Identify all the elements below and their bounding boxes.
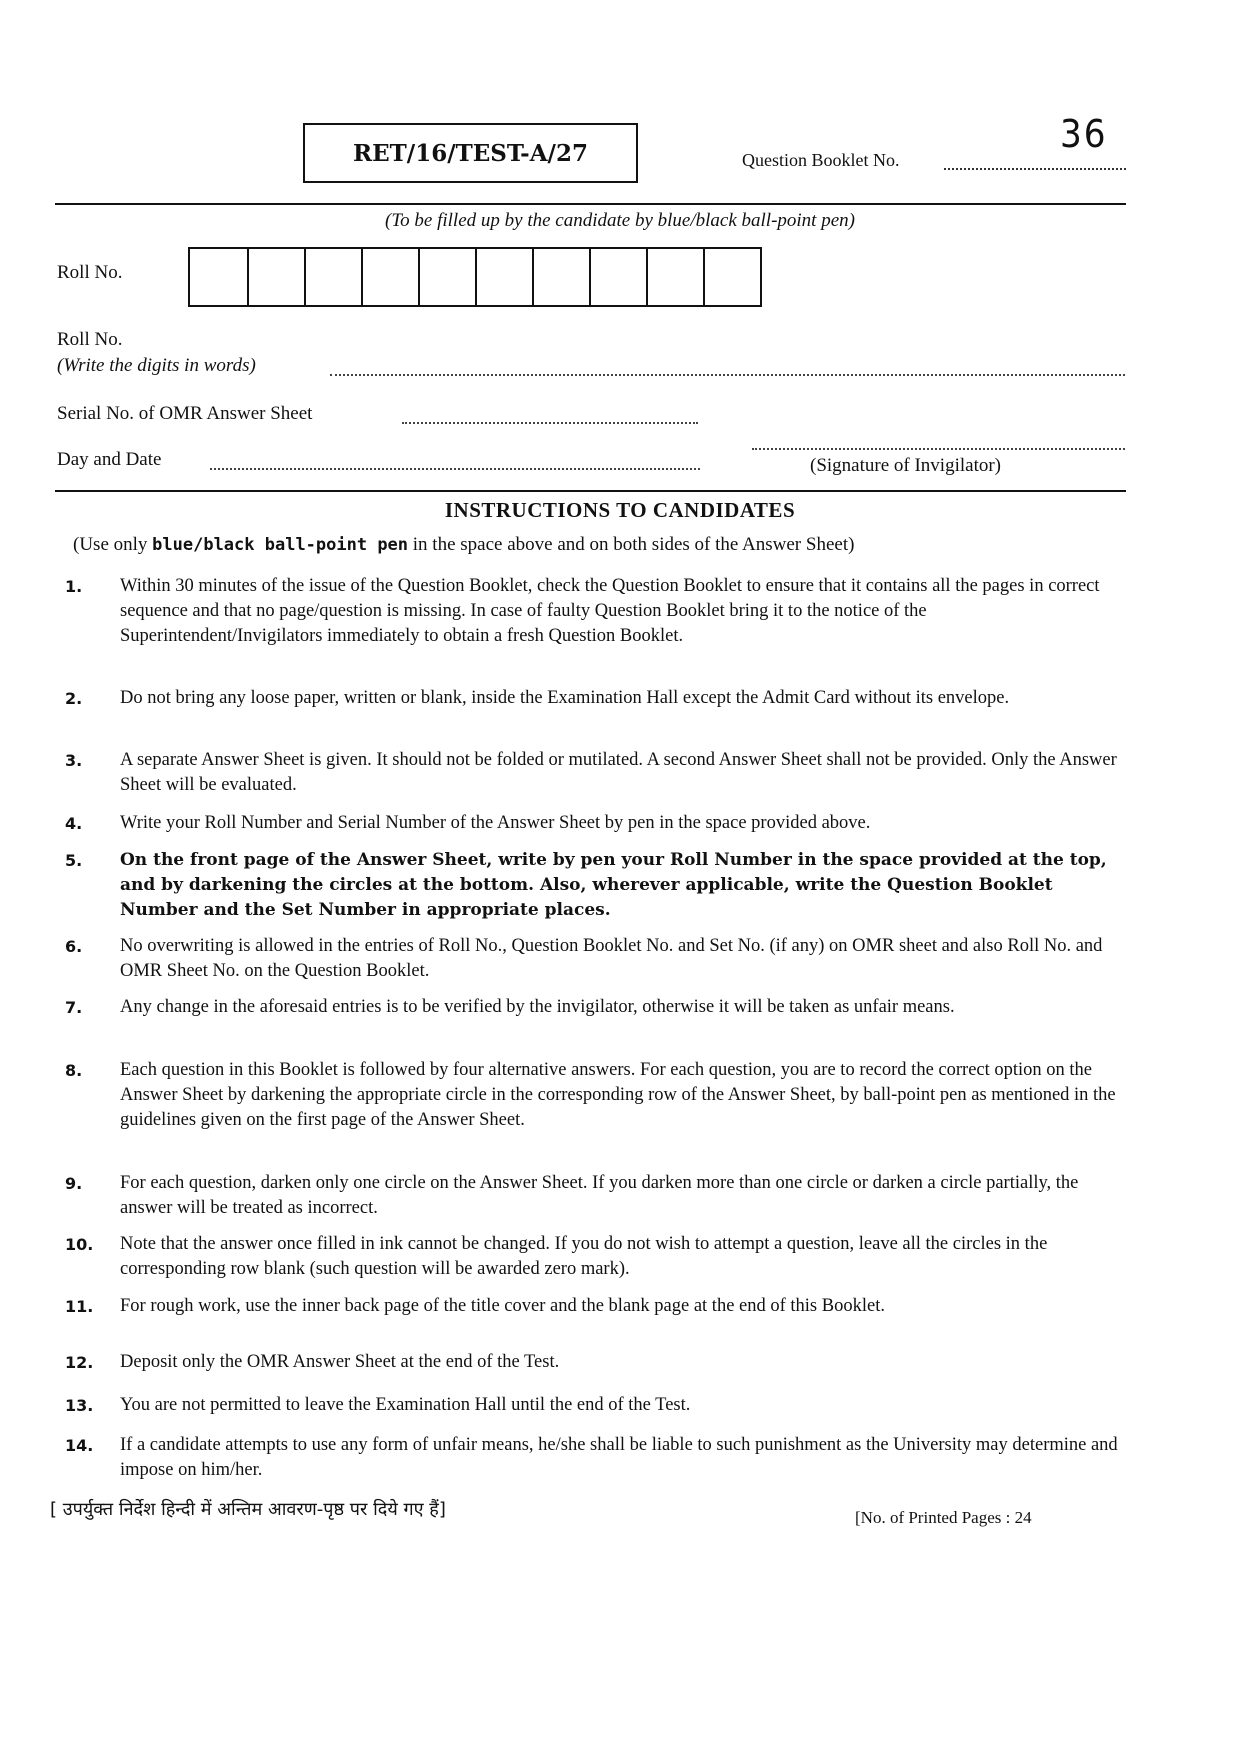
instruction-item — [55, 748, 1130, 798]
test-code: RET/16/TEST-A/27 — [353, 139, 588, 167]
instruction-text: If a candidate attempts to use any form of unfair means, he/she shall be liable to such punishment as the University may determine and impose on him/her. — [120, 1435, 1118, 1480]
instruction-number: 9. — [65, 1174, 83, 1193]
roll-digit-box[interactable] — [418, 249, 475, 305]
pen-usage-note — [73, 534, 854, 556]
day-date-field[interactable] — [210, 452, 700, 470]
instruction-number: 11. — [65, 1297, 94, 1316]
instruction-item — [55, 1294, 1130, 1319]
instruction-text: Each question in this Booklet is followed by four alternative answers. For each question, you are to record the correct option on the Answer Sheet by darkening the appropriate circle in the corresponding row of the Answer Sheet, by ball-point pen as mentioned in the guidelines given on the first page of the Answer Sheet. — [120, 1060, 1116, 1130]
roll-digit-box[interactable] — [304, 249, 361, 305]
instruction-text: Within 30 minutes of the issue of the Question Booklet, check the Question Booklet to ensure that it contains all the pages in correct sequence and that no page/question is missing. In case of faulty Question Booklet bring it to the notice of the Superintendent/Invigilators immediately to obtain a fresh Question Booklet. — [120, 576, 1100, 646]
roll-words-field[interactable] — [330, 358, 1125, 376]
roll-digit-box[interactable] — [532, 249, 589, 305]
instruction-item — [55, 1350, 1130, 1375]
instruction-item — [55, 995, 1130, 1020]
roll-words-hint: (Write the digits in words) — [57, 355, 256, 376]
instruction-number: 14. — [65, 1436, 94, 1455]
instruction-item — [55, 1171, 1130, 1221]
test-code-box — [303, 123, 638, 183]
instruction-item — [55, 811, 1130, 836]
instruction-number: 5. — [65, 851, 83, 870]
booklet-number-value: 36 — [1060, 112, 1108, 156]
instruction-number: 3. — [65, 751, 83, 770]
roll-digit-box[interactable] — [646, 249, 703, 305]
instruction-text: Write your Roll Number and Serial Number of the Answer Sheet by pen in the space provided above. — [120, 813, 871, 833]
roll-digit-box[interactable] — [475, 249, 532, 305]
top-divider — [55, 203, 1126, 205]
instruction-item — [55, 848, 1130, 923]
pen-usage-prefix: (Use only — [73, 534, 153, 555]
roll-digit-box[interactable] — [703, 249, 760, 305]
instruction-number: 4. — [65, 814, 83, 833]
instruction-text: A separate Answer Sheet is given. It should not be folded or mutilated. A second Answer Sheet shall not be provided. Only the Answer Sheet will be evaluated. — [120, 750, 1117, 795]
signature-field[interactable] — [752, 432, 1125, 450]
roll-words-label: Roll No. — [57, 329, 123, 350]
instruction-number: 8. — [65, 1061, 83, 1080]
roll-digit-box[interactable] — [190, 249, 247, 305]
fill-note: (To be filled up by the candidate by blue/black ball-point pen) — [385, 210, 855, 231]
instruction-text: On the front page of the Answer Sheet, write by pen your Roll Number in the space provided at the top, and by darkening the circles at the bottom. Also, wherever applicable, write the Question Booklet Number and the Set Number in appropriate places. — [120, 850, 1107, 920]
instruction-number: 2. — [65, 689, 83, 708]
pen-usage-bold: blue/black ball-point pen — [152, 535, 409, 555]
roll-digit-box[interactable] — [247, 249, 304, 305]
instruction-item — [55, 1058, 1130, 1133]
omr-serial-label: Serial No. of OMR Answer Sheet — [57, 403, 313, 424]
instruction-text: No overwriting is allowed in the entries of Roll No., Question Booklet No. and Set No. (if any) on OMR sheet and also Roll No. and OMR Sheet No. on the Question Booklet. — [120, 936, 1103, 981]
instruction-number: 7. — [65, 998, 83, 1017]
instruction-number: 13. — [65, 1396, 94, 1415]
roll-no-label: Roll No. — [57, 262, 123, 283]
omr-serial-field[interactable] — [402, 406, 698, 424]
instruction-text: For rough work, use the inner back page of the title cover and the blank page at the end of this Booklet. — [120, 1296, 885, 1316]
instruction-item — [55, 686, 1130, 711]
instruction-number: 12. — [65, 1353, 94, 1372]
instruction-item — [55, 1433, 1130, 1483]
hindi-note: [ उपर्युक्त निर्देश हिन्दी में अन्तिम आवरण-पृष्ठ पर दिये गए हैं] — [50, 1499, 446, 1520]
instruction-number: 6. — [65, 937, 83, 956]
signature-label: (Signature of Invigilator) — [810, 455, 1002, 476]
printed-pages-count: [No. of Printed Pages : 24 — [855, 1508, 1032, 1527]
instruction-item — [55, 934, 1130, 984]
roll-no-boxes[interactable] — [188, 247, 762, 307]
day-date-label: Day and Date — [57, 449, 162, 470]
roll-digit-box[interactable] — [589, 249, 646, 305]
instruction-number: 10. — [65, 1235, 94, 1254]
pen-usage-suffix: in the space above and on both sides of the Answer Sheet) — [408, 534, 855, 555]
roll-digit-box[interactable] — [361, 249, 418, 305]
instruction-number: 1. — [65, 577, 83, 596]
instruction-text: Deposit only the OMR Answer Sheet at the end of the Test. — [120, 1352, 560, 1372]
instruction-text: Do not bring any loose paper, written or blank, inside the Examination Hall except the Admit Card without its envelope. — [120, 688, 1010, 708]
instruction-text: Note that the answer once filled in ink cannot be changed. If you do not wish to attempt a question, leave all the circles in the corresponding row blank (such question will be awarded zero mark). — [120, 1234, 1048, 1279]
instruction-text: Any change in the aforesaid entries is to be verified by the invigilator, otherwise it will be taken as unfair means. — [120, 997, 955, 1017]
instruction-item — [55, 1393, 1130, 1418]
instructions-title: INSTRUCTIONS TO CANDIDATES — [444, 498, 796, 522]
booklet-number-label: Question Booklet No. — [742, 150, 900, 170]
instruction-item — [55, 1232, 1130, 1282]
instruction-text: For each question, darken only one circle on the Answer Sheet. If you darken more than one circle or darken a circle partially, the answer will be treated as incorrect. — [120, 1173, 1079, 1218]
instruction-text: You are not permitted to leave the Examination Hall until the end of the Test. — [120, 1395, 691, 1415]
instruction-item — [55, 574, 1130, 649]
form-bottom-divider — [55, 490, 1126, 492]
